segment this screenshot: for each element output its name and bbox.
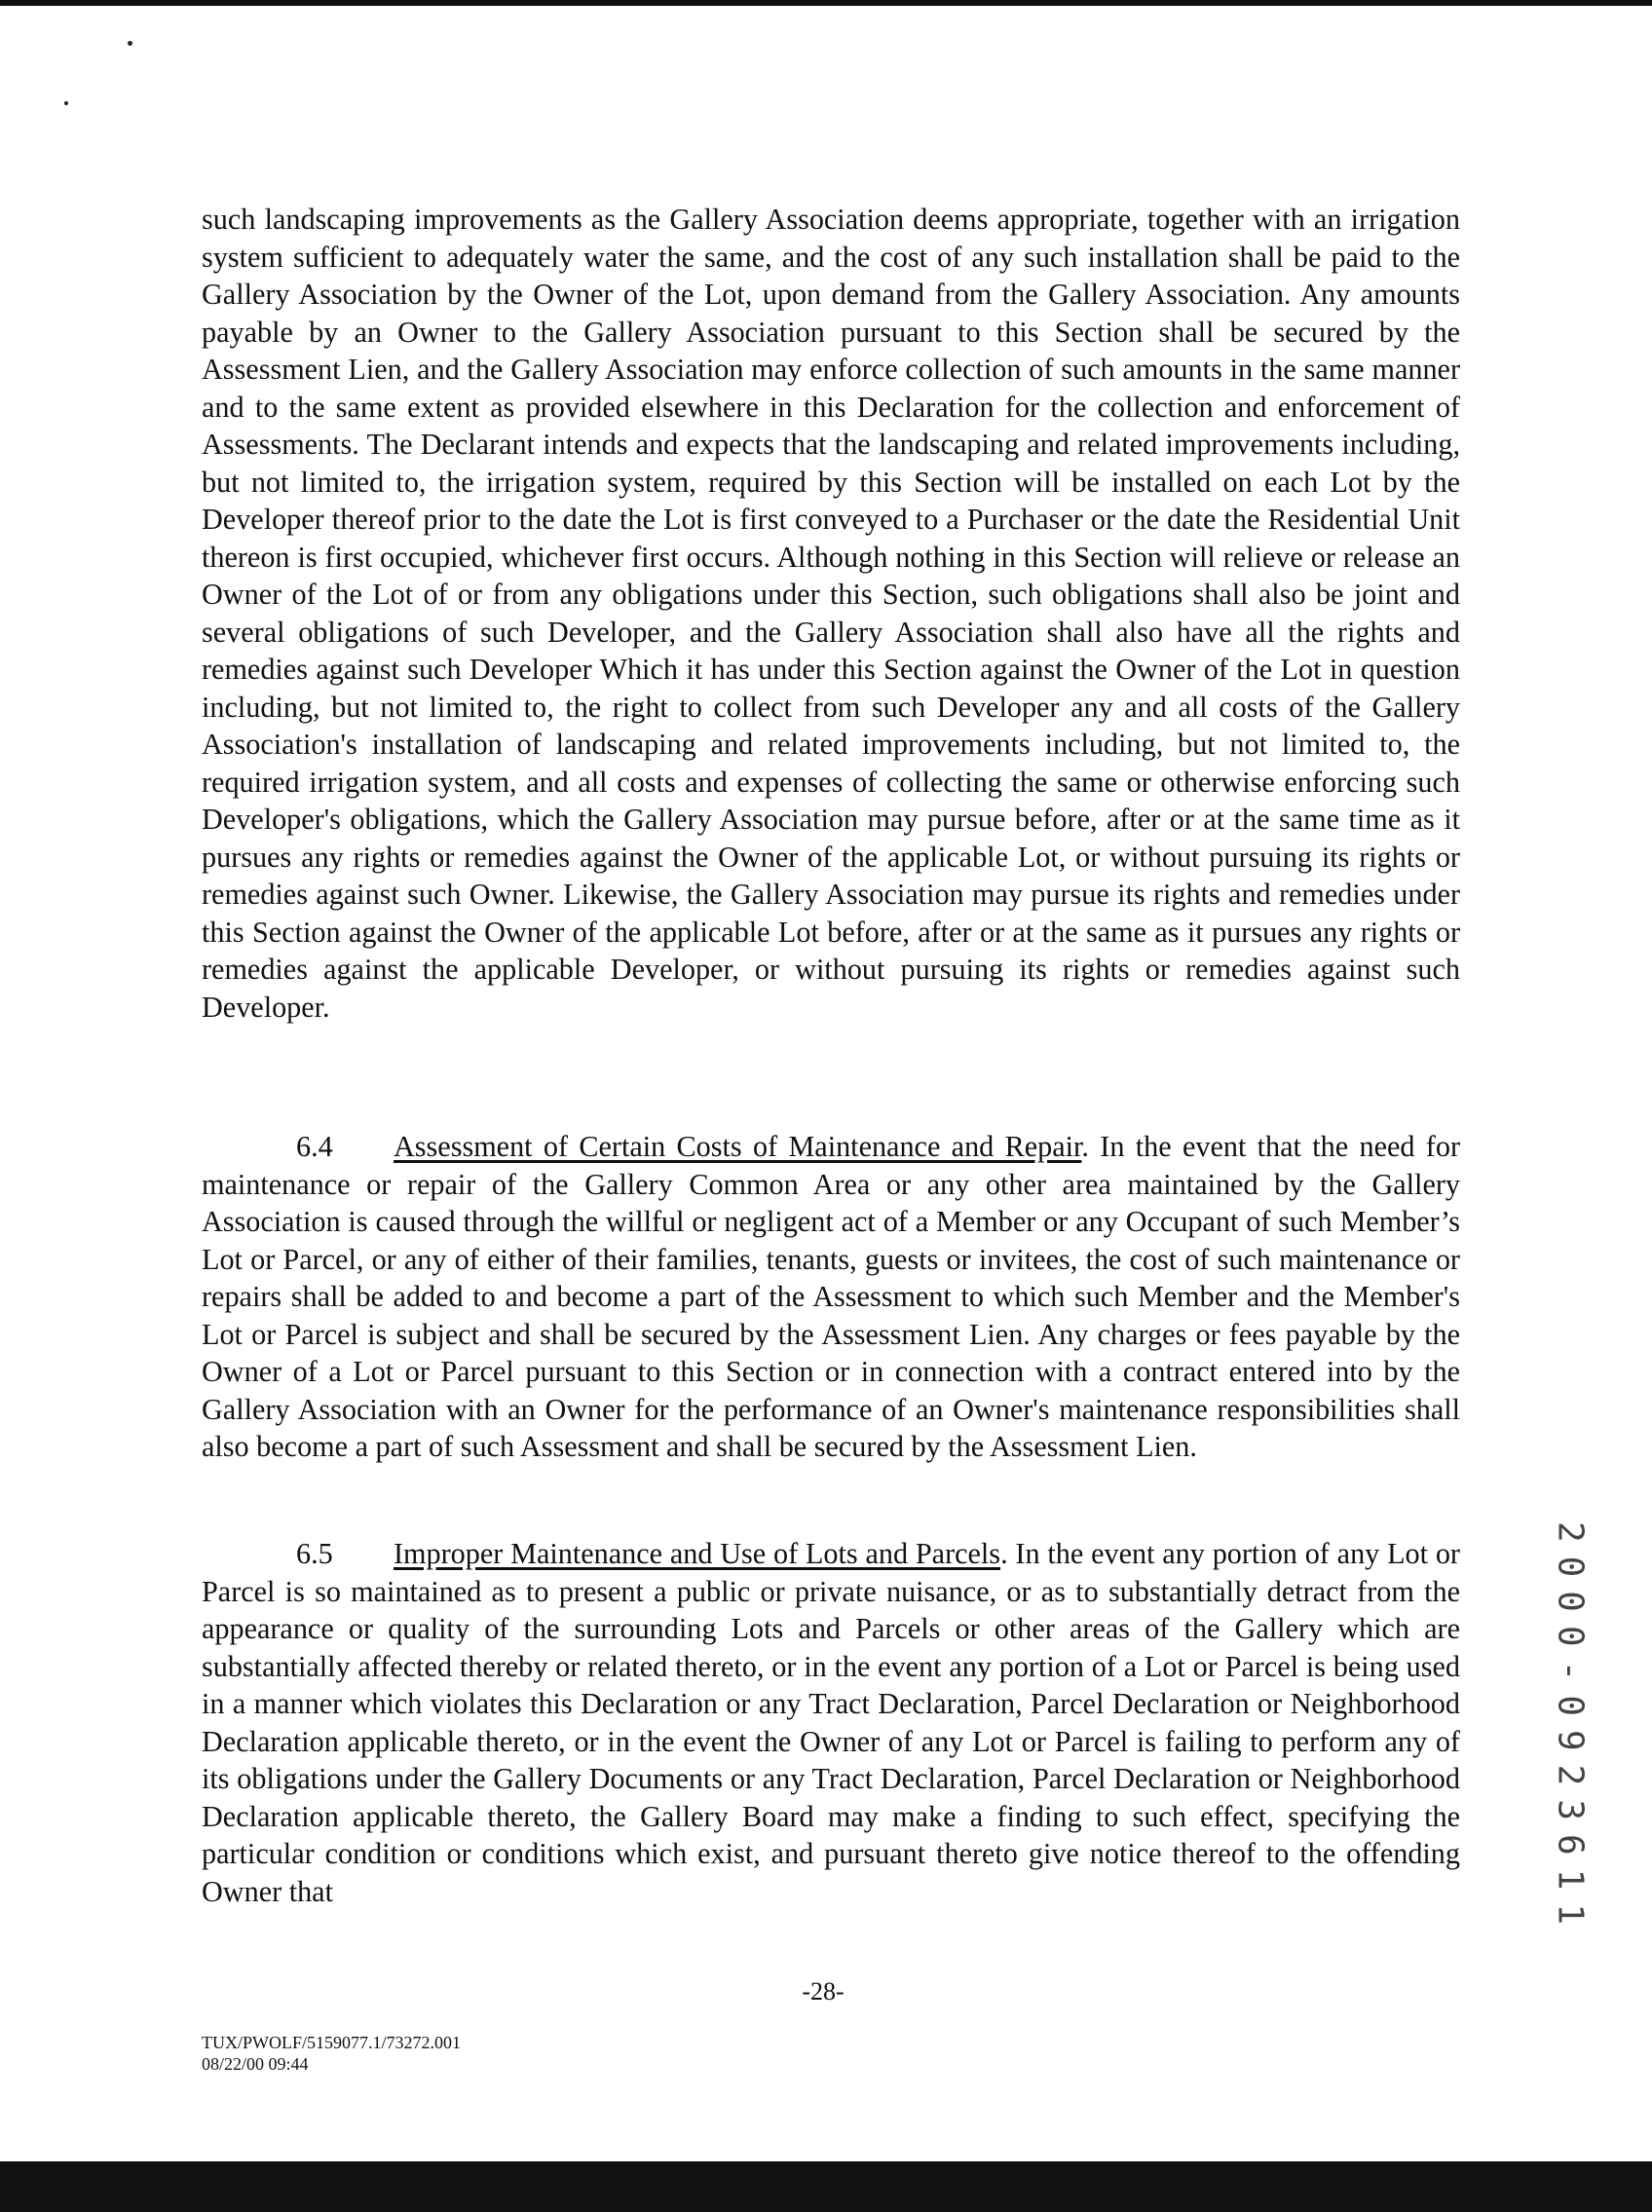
scan-bottom-border xyxy=(0,2161,1652,2212)
scan-speck xyxy=(64,101,68,105)
section-number: 6.5 xyxy=(296,1537,333,1570)
recording-number-stamp xyxy=(1541,1520,1599,1939)
section-number: 6.4 xyxy=(296,1130,333,1163)
footer-datetime: 08/22/00 09:44 xyxy=(202,2054,309,2074)
continued-paragraph: such landscaping improvements as the Gallery Association deems appropriate, together with an irrigation system sufficient to adequately water the same, and the cost of any such installation shall be paid to the Gallery Association by the Owner of the Lot, upon demand from the Gallery Association. Any amounts payable by an Owner to the Gallery Association pursuant to this Section shall be secured by the Assessment Lien, and the Gallery Association may enforce collection of such amounts in the same manner and to the same extent as provided elsewhere in this Declaration for the collection and enforcement of Assessments. The Declarant intends and expects that the landscaping and related improvements including, but not limited to, the irrigation system, required by this Section will be installed on each Lot by the Developer thereof prior to the date the Lot is first conveyed to a Purchaser or the date the Residential Unit thereon is first occupied, whichever first occurs. Although nothing in this Section will relieve or release an Owner of the Lot of or from any obligations under this Section, such obligations shall also be joint and several obligations of such Developer, and the Gallery Association shall also have all the rights and remedies against such Developer Which it has under this Section against the Owner of the Lot in question including, but not limited to, the right to collect from such Developer any and all costs of the Gallery Association's installation of landscaping and related improvements including, but not limited to, the required irrigation system, and all costs and expenses of collecting the same or otherwise enforcing such Developer's obligations, which the Gallery Association may pursue before, after or at the same time as it pursues any rights or remedies against the Owner of the applicable Lot, or without pursuing its rights or remedies against such Owner. Likewise, the Gallery Association may pursue its rights and remedies under this Section against the Owner of the applicable Lot before, after or at the same as it pursues any rights or remedies against the applicable Developer, or without pursuing its rights or remedies against such Developer. xyxy=(202,203,1460,1024)
page-number: -28- xyxy=(802,1977,845,2006)
section-body: . In the event that the need for maintenance or repair of the Gallery Common Area or any other area maintained by the Gallery Association is caused through the willful or negligent act of a Member or any Occupant of such Member’s Lot or Parcel, or any of either of their families, tenants, guests or invitees, the cost of such maintenance or repairs shall be added to and become a part of the Assessment to which such Member and the Member's Lot or Parcel is subject and shall be secured by the Assessment Lien. Any charges or fees payable by the Owner of a Lot or Parcel pursuant to this Section or in connection with a contract entered into by the Gallery Association with an Owner for the performance of an Owner's maintenance responsibilities shall also become a part of such Assessment and shall be secured by the Assessment Lien. xyxy=(202,1130,1460,1463)
scan-top-border xyxy=(0,0,1652,6)
section-6-5 xyxy=(202,1535,1460,1910)
footer-file-ref: TUX/PWOLF/5159077.1/73272.001 xyxy=(202,2033,462,2052)
scan-speck xyxy=(128,41,132,46)
recording-number: 2000-0923611 xyxy=(1550,1520,1591,1939)
footer xyxy=(202,2032,461,2075)
section-title: Assessment of Certain Costs of Maintenance and Repair xyxy=(394,1130,1082,1163)
section-6-4 xyxy=(202,1128,1460,1466)
section-title: Improper Maintenance and Use of Lots and Parcels xyxy=(394,1537,1001,1570)
section-body: . In the event any portion of any Lot or Parcel is so maintained as to present a public or private nuisance, or as to substantially detract from the appearance or quality of the surrounding Lots and Parcels or other areas of the Gallery which are substantially affected thereby or related thereto, or in the event any portion of a Lot or Parcel is being used in a manner which violates this Declaration or any Tract Declaration, Parcel Declaration or Neighborhood Declaration applicable thereto, or in the event the Owner of any Lot or Parcel is failing to perform any of its obligations under the Gallery Documents or any Tract Declaration, Parcel Declaration or Neighborhood Declaration applicable thereto, the Gallery Board may make a finding to such effect, specifying the particular condition or conditions which exist, and pursuant thereto give notice thereof to the offending Owner that xyxy=(202,1537,1460,1908)
